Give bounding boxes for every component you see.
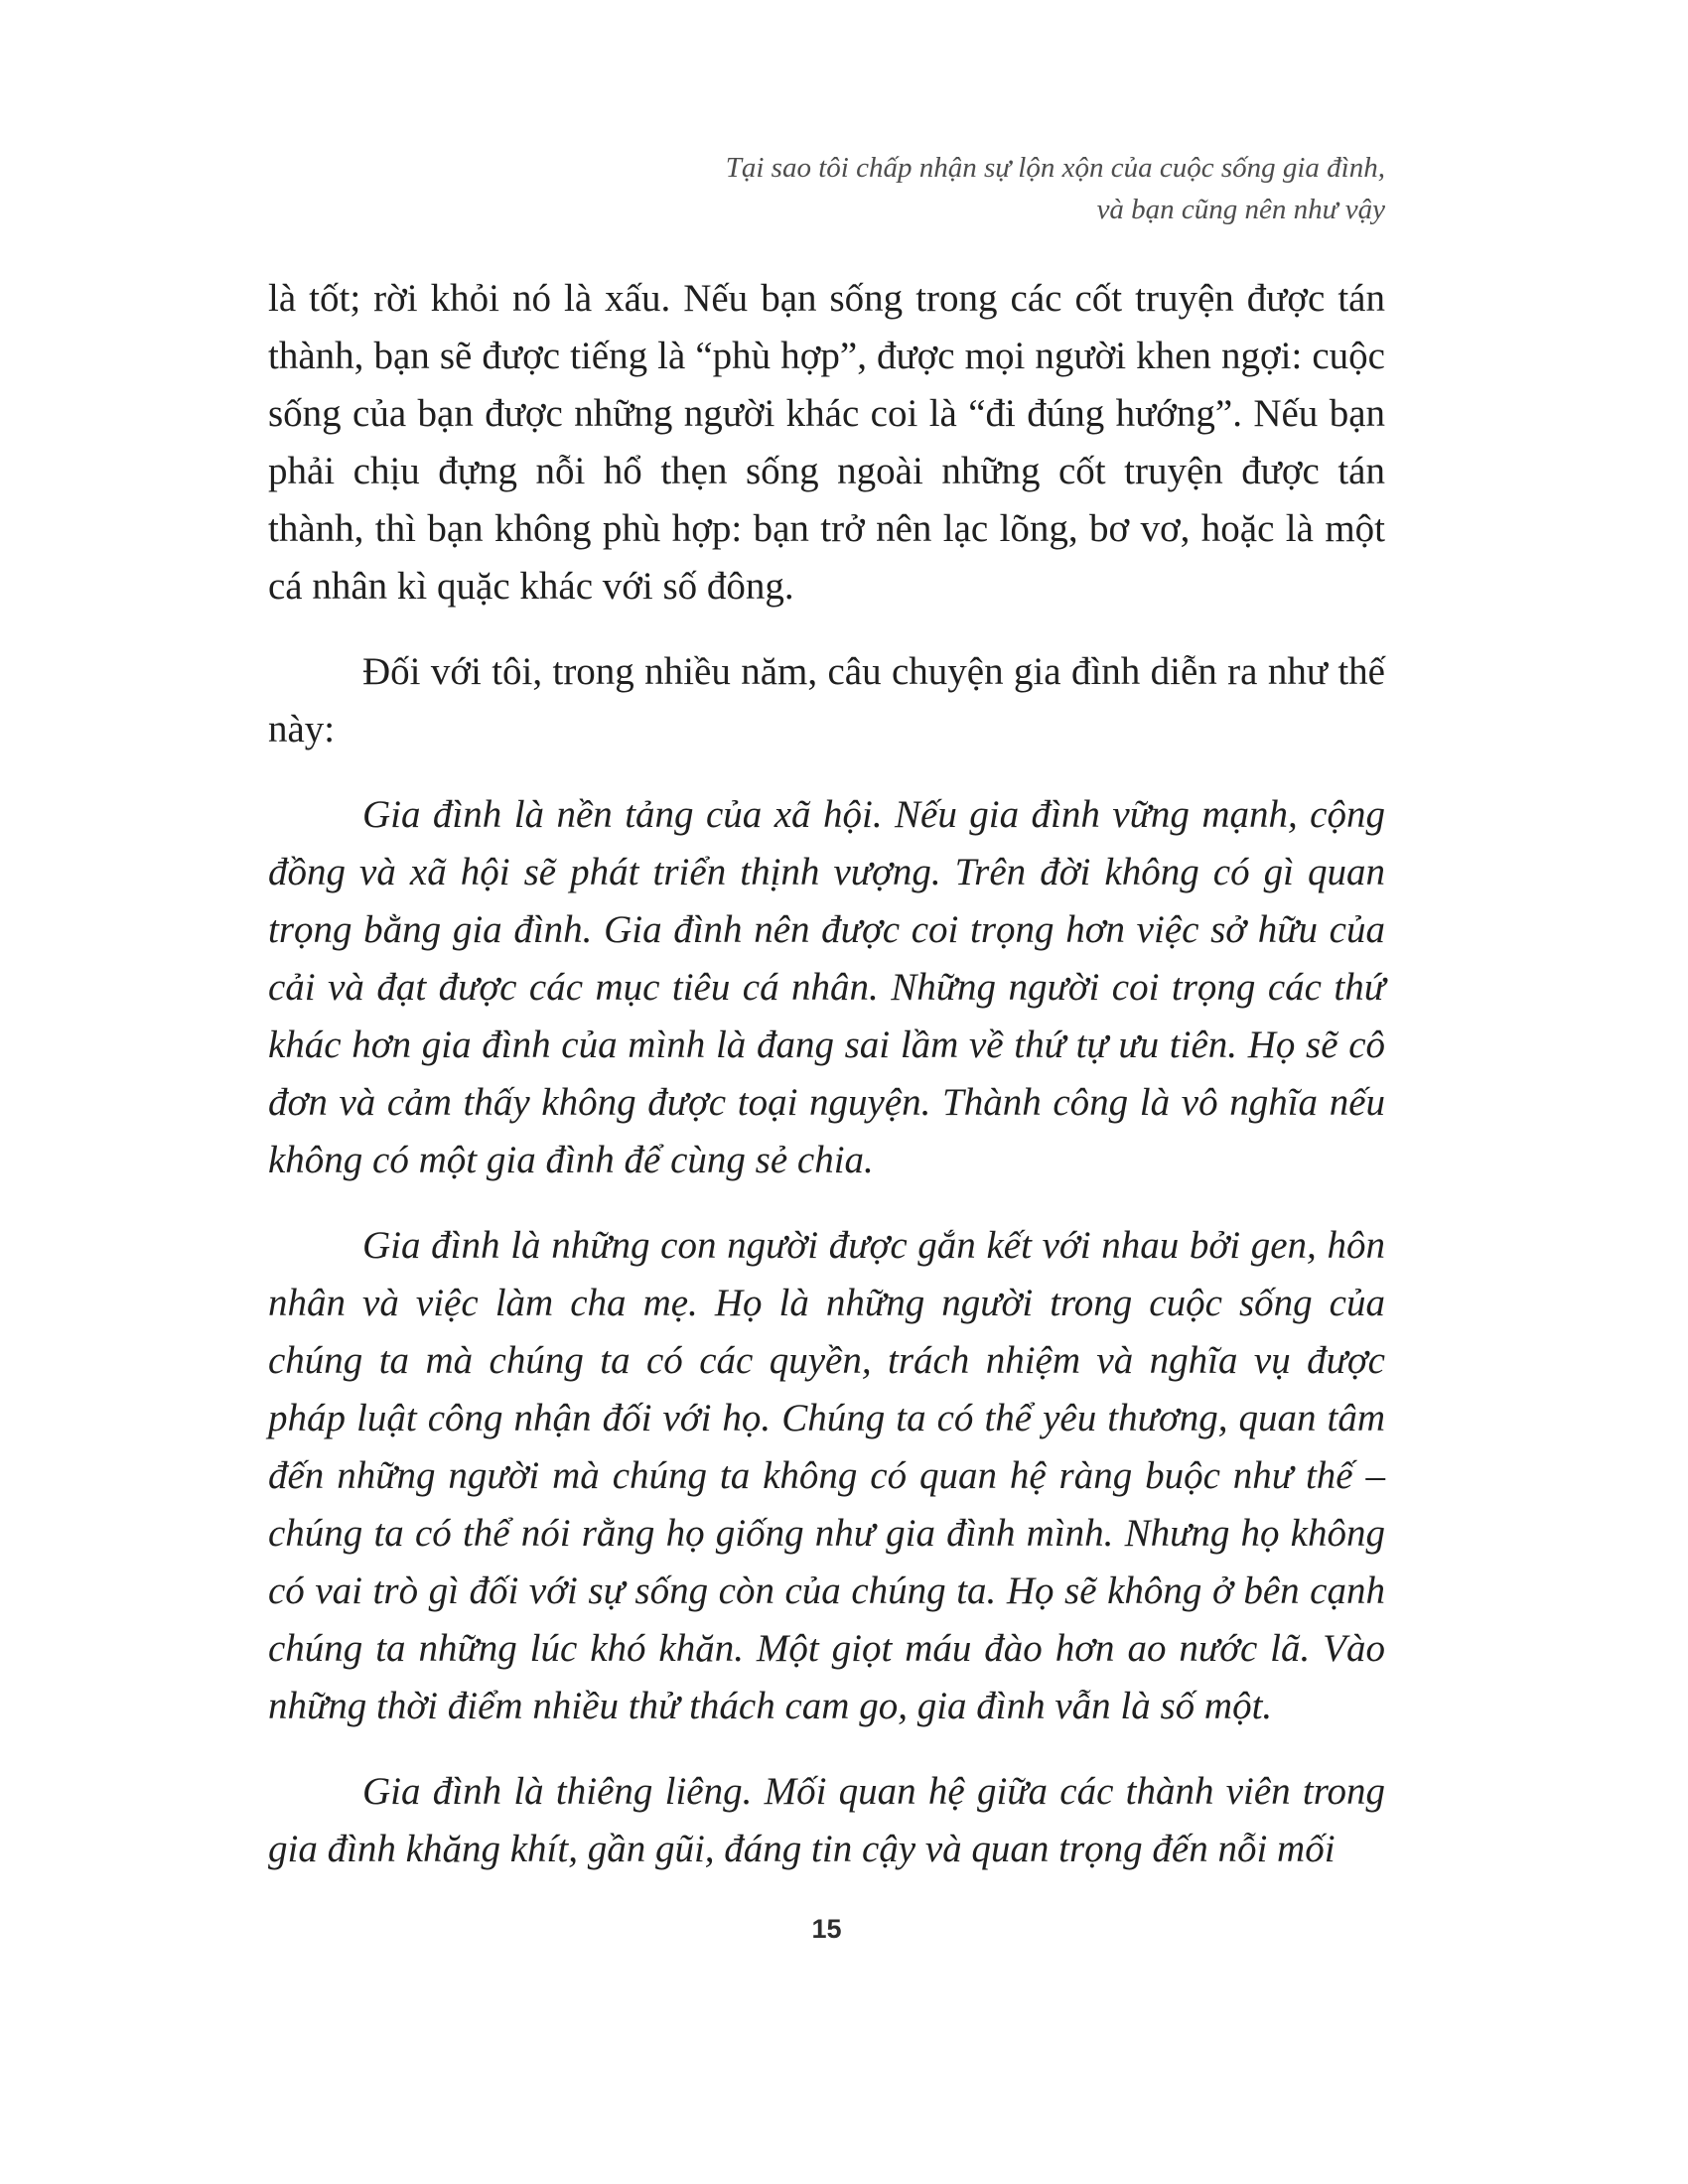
running-header-line1: Tại sao tôi chấp nhận sự lộn xộn của cuộc sống gia đình,	[725, 152, 1385, 184]
running-header	[268, 147, 1385, 230]
paragraph: Đối với tôi, trong nhiều năm, câu chuyện gia đình diễn ra như thế này:	[268, 650, 1385, 751]
page-number: 15	[811, 1914, 842, 1944]
paragraph: Gia đình là nền tảng của xã hội. Nếu gia đình vững mạnh, cộng đồng và xã hội sẽ phát triển thịnh vượng. Trên đời không có gì quan trọng bằng gia đình. Gia đình nên được coi trọng hơn việc sở hữu của cải và đạt được các mục tiêu cá nhân. Những người coi trọng các thứ khác hơn gia đình của mình là đang sai lầm về thứ tự ưu tiên. Họ sẽ cô đơn và cảm thấy không được toại nguyện. Thành công là vô nghĩa nếu không có một gia đình để cùng sẻ chia.	[268, 793, 1385, 1181]
paragraph: Gia đình là những con người được gắn kết với nhau bởi gen, hôn nhân và việc làm cha mẹ. Họ là những người trong cuộc sống của chúng ta mà chúng ta có các quyền, trách nhiệm và nghĩa vụ được pháp luật công nhận đối với họ. Chúng ta có thể yêu thương, quan tâm đến những người mà chúng ta không có quan hệ ràng buộc như thế – chúng ta có thể nói rằng họ giống như gia đình mình. Nhưng họ không có vai trò gì đối với sự sống còn của chúng ta. Họ sẽ không ở bên cạnh chúng ta những lúc khó khăn. Một giọt máu đào hơn ao nước lã. Vào những thời điểm nhiều thử thách cam go, gia đình vẫn là số một.	[268, 1224, 1385, 1727]
page-body	[268, 270, 1385, 1878]
running-header-line2: và bạn cũng nên như vậy	[1096, 194, 1385, 225]
paragraph: Gia đình là thiêng liêng. Mối quan hệ giữa các thành viên trong gia đình khăng khít, gần gũi, đáng tin cậy và quan trọng đến nỗi mối	[268, 1770, 1385, 1870]
paragraph: là tốt; rời khỏi nó là xấu. Nếu bạn sống trong các cốt truyện được tán thành, bạn sẽ được tiếng là “phù hợp”, được mọi người khen ngợi: cuộc sống của bạn được những người khác coi là “đi đúng hướng”. Nếu bạn phải chịu đựng nỗi hổ thẹn sống ngoài những cốt truyện được tán thành, thì bạn không phù hợp: bạn trở nên lạc lõng, bơ vơ, hoặc là một cá nhân kì quặc khác với số đông.	[268, 277, 1385, 608]
